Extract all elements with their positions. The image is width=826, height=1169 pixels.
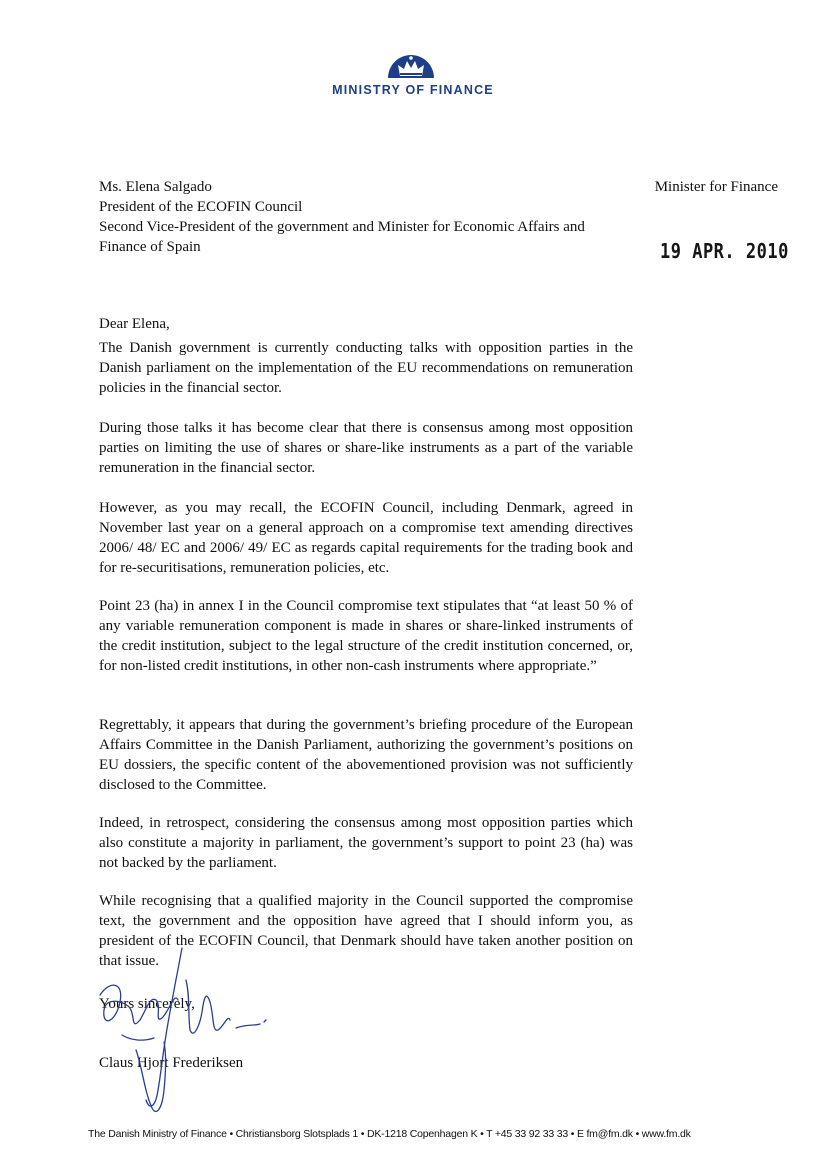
recipient-address xyxy=(99,177,585,257)
handwritten-signature xyxy=(90,940,280,1120)
crown-icon xyxy=(386,50,436,80)
signer-name: Claus Hjort Frederiksen xyxy=(99,1055,244,1071)
body-paragraph-4: Point 23 (ha) in annex I in the Council compromise text stipulates that “at least 50 % of any variable remuneration component is made in shares or share-linked instruments of the credit institution, subject to the legal structure of the credit institution concerned, or, for non-listed credit institutions, in other non-cash instruments where appropriate.” xyxy=(99,598,633,674)
recipient-title-1: President of the ECOFIN Council xyxy=(99,199,303,215)
date-stamp: 19 APR. 2010 xyxy=(660,240,789,264)
salutation: Dear Elena, xyxy=(99,316,170,332)
body-paragraph-6: Indeed, in retrospect, considering the consensus among most opposition parties which also constitute a majority in parliament, the government’s support to point 23 (ha) was not backed by the parliament. xyxy=(99,815,633,871)
ministry-logo-text: MINISTRY OF FINANCE xyxy=(332,83,494,97)
body-paragraph-5: Regrettably, it appears that during the government’s briefing procedure of the European Affairs Committee in the Danish Parliament, authorizing the government’s positions on EU dossiers, the specific content of the abovementioned provision was not sufficiently disclosed to the Committee. xyxy=(99,717,633,793)
sender-role: Minister for Finance xyxy=(654,179,778,195)
recipient-name: Ms. Elena Salgado xyxy=(99,179,212,195)
closing: Yours sincerely, xyxy=(99,996,195,1012)
recipient-title-3: Finance of Spain xyxy=(99,239,201,255)
body-paragraph-1: The Danish government is currently conducting talks with opposition parties in the Danish parliament on the implementation of the EU recommendations on remuneration policies in the financial sector. xyxy=(99,340,633,396)
body-paragraph-3: However, as you may recall, the ECOFIN Council, including Denmark, agreed in November last year on a general approach on a compromise text amending directives 2006/ 48/ EC and 2006/ 49/ EC as regards capital requirements for the trading book and for re-securitisations, remuneration policies, etc. xyxy=(99,500,633,576)
recipient-title-2: Second Vice-President of the government and Minister for Economic Affairs and xyxy=(99,219,585,235)
body-paragraph-2: During those talks it has become clear that there is consensus among most opposition parties on limiting the use of shares or share-like instruments as a part of the variable remuneration in the financial sector. xyxy=(99,420,633,476)
body-paragraph-7: While recognising that a qualified majority in the Council supported the compromise text, the government and the opposition have agreed that I should inform you, as president of the ECOFIN Council, that Denmark should have taken another position on that issue. xyxy=(99,893,633,969)
footer-contact-line: The Danish Ministry of Finance • Christiansborg Slotsplads 1 • DK-1218 Copenhagen K • T +45 33 92 33 33 • E fm@fm.dk • www.fm.dk xyxy=(88,1128,691,1140)
